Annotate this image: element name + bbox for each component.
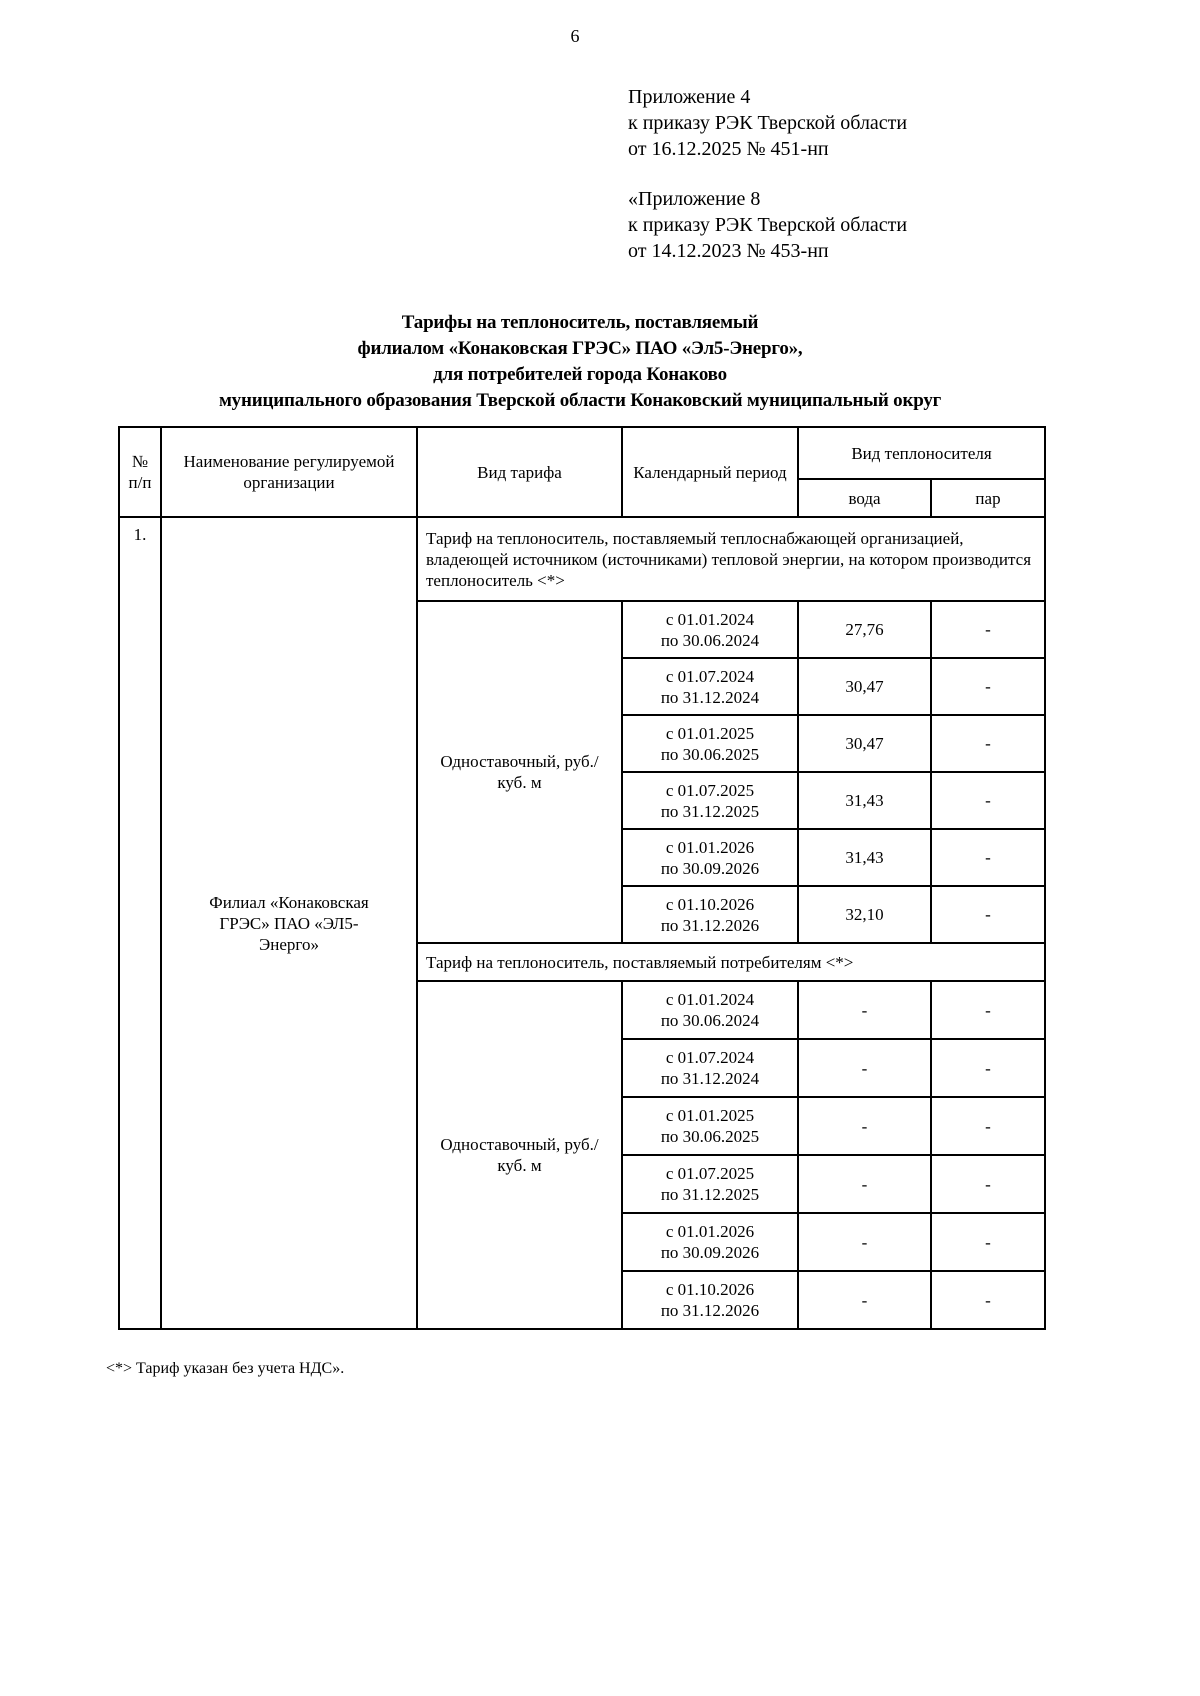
period-from: с 01.10.2026 bbox=[665, 894, 755, 914]
period-from: с 01.07.2024 bbox=[665, 1048, 755, 1067]
period-cell bbox=[622, 1039, 798, 1097]
period-cell bbox=[622, 1271, 798, 1329]
title-line: Тарифы на теплоноситель, поставляемый bbox=[401, 312, 759, 333]
page-number: 6 bbox=[570, 26, 580, 46]
period-from: с 01.01.2026 bbox=[665, 1222, 755, 1241]
organization-name: Филиал «Конаковская ГРЭС» ПАО «ЭЛ5-Энерго» bbox=[161, 517, 417, 1329]
period-cell bbox=[622, 658, 798, 715]
water-value: 27,76 bbox=[798, 601, 931, 658]
steam-value: - bbox=[931, 1039, 1045, 1097]
tariff-table bbox=[118, 426, 1046, 1330]
steam-value: - bbox=[931, 715, 1045, 772]
period-from: с 01.10.2026 bbox=[665, 1280, 755, 1299]
section-heading: Тариф на теплоноситель, поставляемый потребителям <*> bbox=[417, 943, 1045, 981]
header-org: Наименование регулируемой организации bbox=[161, 427, 417, 517]
water-value: - bbox=[798, 1155, 931, 1213]
header-carrier: Вид теплоносителя bbox=[798, 427, 1045, 479]
steam-value: - bbox=[931, 886, 1045, 943]
water-value: 30,47 bbox=[798, 658, 931, 715]
period-to: по 30.06.2024 bbox=[660, 630, 760, 650]
period-to: по 30.06.2025 bbox=[660, 744, 760, 764]
period-cell bbox=[622, 1097, 798, 1155]
tariff-type: Одноставочный, руб./куб. м bbox=[417, 601, 622, 943]
title-line: филиалом «Конаковская ГРЭС» ПАО «Эл5-Энерго», bbox=[357, 338, 803, 359]
period-from: с 01.01.2024 bbox=[665, 990, 755, 1009]
steam-value: - bbox=[931, 1097, 1045, 1155]
water-value: - bbox=[798, 1097, 931, 1155]
water-value: - bbox=[798, 1039, 931, 1097]
appendix-line: Приложение 4 bbox=[628, 86, 751, 108]
period-from: с 01.01.2026 bbox=[665, 837, 755, 857]
period-to: по 30.06.2025 bbox=[660, 1127, 760, 1146]
water-value: 30,47 bbox=[798, 715, 931, 772]
header-num: № п/п bbox=[119, 427, 161, 517]
period-cell bbox=[622, 601, 798, 658]
period-cell bbox=[622, 886, 798, 943]
period-from: с 01.07.2025 bbox=[665, 780, 755, 800]
steam-value: - bbox=[931, 829, 1045, 886]
steam-value: - bbox=[931, 658, 1045, 715]
period-from: с 01.07.2025 bbox=[665, 1164, 755, 1183]
steam-value: - bbox=[931, 1213, 1045, 1271]
period-to: по 30.09.2026 bbox=[660, 858, 760, 878]
document-title bbox=[100, 310, 1060, 414]
period-cell bbox=[622, 715, 798, 772]
period-to: по 31.12.2025 bbox=[660, 1185, 760, 1204]
steam-value: - bbox=[931, 772, 1045, 829]
appendix-line: к приказу РЭК Тверской области bbox=[628, 112, 908, 134]
appendix-prev-block bbox=[628, 186, 907, 264]
period-to: по 30.09.2026 bbox=[660, 1243, 760, 1262]
water-value: 32,10 bbox=[798, 886, 931, 943]
water-value: - bbox=[798, 981, 931, 1039]
footnote: <*> Тариф указан без учета НДС». bbox=[106, 1360, 345, 1377]
steam-value: - bbox=[931, 981, 1045, 1039]
header-tariff-type: Вид тарифа bbox=[417, 427, 622, 517]
appendix-line: к приказу РЭК Тверской области bbox=[628, 214, 908, 236]
period-to: по 31.12.2024 bbox=[660, 687, 760, 707]
section-heading: Тариф на теплоноситель, поставляемый теплоснабжающей организацией, владеющей источником (источниками) тепловой энергии, на котором производится теплоноситель <*> bbox=[417, 517, 1045, 601]
period-cell bbox=[622, 1155, 798, 1213]
water-value: 31,43 bbox=[798, 829, 931, 886]
appendix-line: от 14.12.2023 № 453-нп bbox=[628, 240, 829, 262]
period-to: по 31.12.2026 bbox=[660, 915, 760, 935]
appendix-line: «Приложение 8 bbox=[628, 188, 761, 210]
appendix-line: от 16.12.2025 № 451-нп bbox=[628, 138, 829, 160]
period-from: с 01.01.2025 bbox=[665, 723, 755, 743]
water-value: 31,43 bbox=[798, 772, 931, 829]
period-to: по 31.12.2024 bbox=[660, 1069, 760, 1088]
period-cell bbox=[622, 981, 798, 1039]
title-line: муниципального образования Тверской области Конаковский муниципальный округ bbox=[218, 390, 942, 411]
period-to: по 30.06.2024 bbox=[660, 1011, 760, 1030]
tariff-type: Одноставочный, руб./куб. м bbox=[417, 981, 622, 1329]
period-from: с 01.07.2024 bbox=[665, 666, 755, 686]
period-cell bbox=[622, 829, 798, 886]
period-cell bbox=[622, 1213, 798, 1271]
period-to: по 31.12.2026 bbox=[660, 1301, 760, 1320]
water-value: - bbox=[798, 1213, 931, 1271]
period-from: с 01.01.2025 bbox=[665, 1106, 755, 1125]
appendix-block bbox=[628, 84, 907, 162]
header-water: вода bbox=[798, 479, 931, 517]
period-from: с 01.01.2024 bbox=[665, 609, 755, 629]
period-cell bbox=[622, 772, 798, 829]
title-line: для потребителей города Конаково bbox=[433, 364, 727, 385]
steam-value: - bbox=[931, 601, 1045, 658]
water-value: - bbox=[798, 1271, 931, 1329]
row-number: 1. bbox=[119, 517, 161, 1329]
steam-value: - bbox=[931, 1271, 1045, 1329]
header-steam: пар bbox=[931, 479, 1045, 517]
header-period: Календарный период bbox=[622, 427, 798, 517]
period-to: по 31.12.2025 bbox=[660, 801, 760, 821]
steam-value: - bbox=[931, 1155, 1045, 1213]
